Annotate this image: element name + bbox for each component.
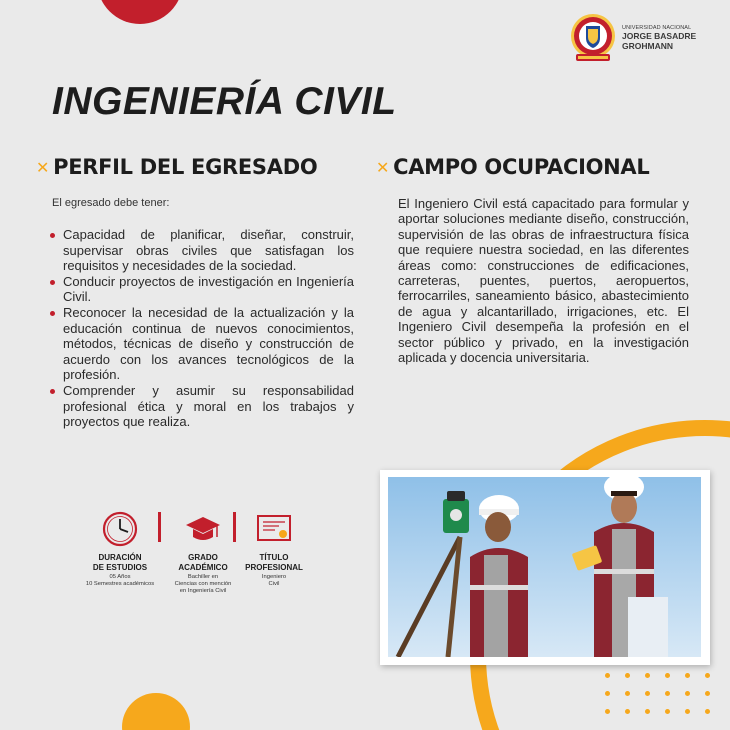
- logo-line-3: GROHMANN: [622, 40, 673, 51]
- info-duracion: [68, 510, 172, 588]
- engineers-photo: [388, 477, 701, 657]
- graduation-cap-icon: [184, 510, 222, 548]
- university-seal-icon: [568, 11, 618, 65]
- divider: [158, 512, 161, 542]
- decorative-dot: [605, 673, 610, 678]
- list-item-text: Reconocer la necesidad de la actualización y la educación continua de nuevos conocimientos, métodos, técnicas de diseño y construcción de acuerdo con los avances tecnológicos de la profesión.: [63, 304, 354, 383]
- duracion-title-2: DE ESTUDIOS: [92, 562, 148, 572]
- list-item-text: Conducir proyectos de investigación en Ingeniería Civil.: [63, 273, 354, 305]
- grado-detail-3: en Ingeniería Civil: [179, 588, 227, 594]
- x-bullet-icon: ✕: [36, 157, 50, 177]
- decorative-dot: [705, 691, 710, 696]
- decorative-red-circle: [97, 0, 183, 24]
- list-item: [50, 383, 354, 430]
- duracion-title-1: DURACIÓN: [98, 553, 142, 562]
- decorative-dot: [665, 691, 670, 696]
- decorative-orange-circle: [122, 693, 190, 730]
- x-bullet-icon: ✕: [376, 157, 390, 177]
- campo-heading: [376, 155, 649, 179]
- duracion-detail-1: 05 Años: [109, 574, 131, 580]
- bullet-dot-icon: [50, 389, 55, 394]
- decorative-dot: [685, 709, 690, 714]
- bullet-dot-icon: [50, 311, 55, 316]
- decorative-dot: [625, 691, 630, 696]
- campo-heading-text: CAMPO OCUPACIONAL: [393, 155, 650, 179]
- bullet-dot-icon: [50, 280, 55, 285]
- titulo-title-2: PROFESIONAL: [245, 562, 303, 572]
- perfil-heading-text: PERFIL DEL EGRESADO: [53, 155, 318, 179]
- perfil-list: [50, 227, 354, 430]
- list-item-text: Capacidad de planificar, diseñar, construir, supervisar obras civiles que satisfagan los requisitos y necesidades de la sociedad.: [63, 227, 354, 274]
- grado-title-2: ACADÉMICO: [178, 562, 228, 572]
- bullet-dot-icon: [50, 233, 55, 238]
- decorative-dot: [665, 709, 670, 714]
- decorative-dot: [705, 709, 710, 714]
- decorative-dot: [665, 673, 670, 678]
- decorative-dot: [645, 709, 650, 714]
- grado-detail-1: Bachiller en: [187, 574, 219, 580]
- decorative-dot: [685, 691, 690, 696]
- clock-icon: [101, 510, 139, 548]
- titulo-detail-2: Civil: [268, 581, 280, 587]
- decorative-dot: [605, 691, 610, 696]
- decorative-dot: [625, 709, 630, 714]
- grado-title-1: GRADO: [188, 553, 218, 562]
- university-logo: [568, 11, 696, 65]
- decorative-dot: [645, 691, 650, 696]
- duracion-detail-2: 10 Semestres académicos: [85, 581, 155, 587]
- list-item: [50, 227, 354, 274]
- decorative-dot: [685, 673, 690, 678]
- info-grado: [165, 510, 241, 595]
- page-title: INGENIERÍA CIVIL: [52, 80, 397, 123]
- perfil-heading: [36, 155, 317, 179]
- list-item: [50, 274, 354, 305]
- decorative-dot: [605, 709, 610, 714]
- list-item-text: Comprender y asumir su responsabilidad profesional ética y moral en los trabajos y proyectos que realiza.: [63, 382, 354, 430]
- logo-line-1: UNIVERSIDAD NACIONAL: [622, 24, 692, 31]
- titulo-detail-1: Ingeniero: [261, 574, 287, 580]
- perfil-intro: El egresado debe tener:: [52, 197, 170, 209]
- info-titulo: [234, 510, 314, 588]
- titulo-title-1: TÍTULO: [259, 553, 289, 562]
- grado-detail-2: Ciencias con mención: [174, 581, 232, 587]
- list-item: [50, 305, 354, 383]
- campo-text: El Ingeniero Civil está capacitado para formular y aportar soluciones mediante diseño, construcción, supervisión de las obras de infraestructura física que requiere nuestra sociedad, en las diferentes áreas como: construcciones de edificaciones, carreteras, puentes, puertos, aeropuertos, ferrocarriles, saneamiento básico, abastecimiento de agua y alcantarillado, irrigaciones, etc. El Ingeniero Civil desempeña la profesión en el sector público y privado, en la investigación aplicada y docencia universitaria.: [398, 196, 689, 366]
- logo-line-2: JORGE BASADRE: [622, 31, 697, 42]
- decorative-dot: [645, 673, 650, 678]
- decorative-dot: [625, 673, 630, 678]
- decorative-dot: [705, 673, 710, 678]
- certificate-icon: [255, 510, 293, 548]
- engineers-photo-illustration: [388, 477, 701, 657]
